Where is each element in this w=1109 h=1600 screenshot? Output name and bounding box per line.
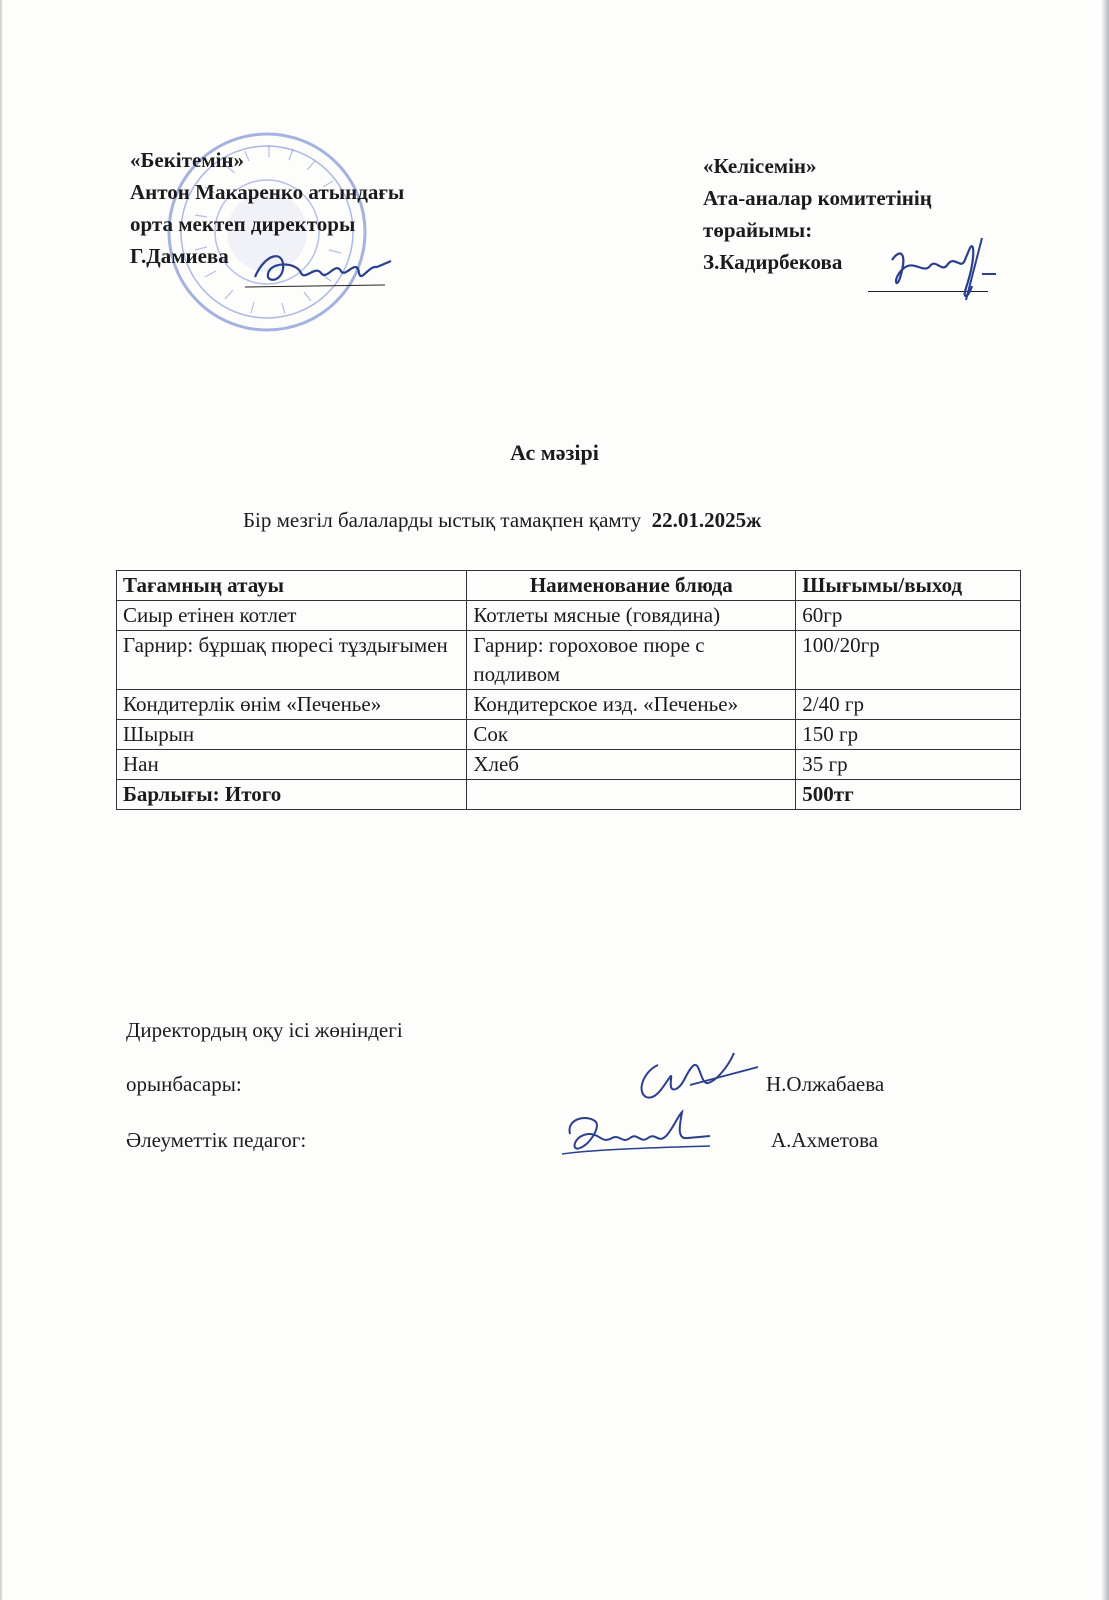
deputy-signature	[630, 1045, 760, 1105]
approve-signatory: Г.Дамиева	[130, 244, 229, 268]
total-empty	[467, 780, 796, 810]
cell-ru: Хлеб	[467, 750, 796, 780]
table-row	[117, 631, 1021, 690]
footer-role-line2: орынбасары:	[126, 1072, 242, 1096]
cell-yield: 2/40 гр	[796, 690, 1021, 720]
director-signature	[245, 243, 395, 293]
document-subtitle	[243, 508, 761, 533]
scan-right-edge	[1101, 0, 1109, 1600]
menu-table	[116, 570, 1021, 810]
cell-kz: Гарнир: бұршақ пюресі тұздығымен	[117, 631, 467, 690]
cell-yield: 35 гр	[796, 750, 1021, 780]
table-row	[117, 601, 1021, 631]
table-row	[117, 690, 1021, 720]
subtitle-date: 22.01.2025ж	[651, 508, 762, 532]
social-pedagogue-name: А.Ахметова	[771, 1128, 879, 1152]
agree-line1: Ата-аналар комитетінің	[703, 186, 932, 210]
committee-signature	[870, 228, 1000, 308]
approve-line2: орта мектеп директоры	[130, 212, 356, 236]
document-title: Ас мәзірі	[510, 440, 599, 465]
scan-left-edge	[0, 0, 3, 1600]
cell-kz: Кондитерлік өнім «Печенье»	[117, 690, 467, 720]
agree-line2: төрайымы:	[703, 218, 813, 242]
cell-ru: Сок	[467, 720, 796, 750]
cell-ru: Гарнир: гороховое пюре с подливом	[467, 631, 796, 690]
cell-yield: 150 гр	[796, 720, 1021, 750]
approve-line1: Антон Макаренко атындағы	[130, 180, 405, 204]
footer-role-line3: Әлеуметтік педагог:	[126, 1128, 307, 1152]
cell-kz: Шырын	[117, 720, 467, 750]
table-row	[117, 720, 1021, 750]
cell-yield: 100/20гр	[796, 631, 1021, 690]
footer-role-line1: Директордың оқу ісі жөніндегі	[126, 1018, 403, 1042]
deputy-name: Н.Олжабаева	[766, 1072, 885, 1096]
total-label: Барлығы: Итого	[117, 780, 467, 810]
header-yield: Шығымы/выход	[796, 571, 1021, 601]
cell-kz: Нан	[117, 750, 467, 780]
header-ru-name: Наименование блюда	[467, 571, 796, 601]
header-kz-name: Тағамның атауы	[117, 571, 467, 601]
subtitle-text: Бір мезгіл балаларды ыстық тамақпен қамту	[243, 508, 642, 532]
total-value: 500тг	[796, 780, 1021, 810]
social-pedagogue-signature	[560, 1104, 720, 1164]
cell-ru: Кондитерское изд. «Печенье»	[467, 690, 796, 720]
agree-signatory: З.Кадирбекова	[703, 250, 843, 274]
agree-heading: «Келісемін»	[703, 154, 817, 178]
approve-heading: «Бекітемін»	[130, 148, 245, 172]
table-row	[117, 750, 1021, 780]
table-header-row	[117, 571, 1021, 601]
cell-yield: 60гр	[796, 601, 1021, 631]
cell-ru: Котлеты мясные (говядина)	[467, 601, 796, 631]
table-total-row	[117, 780, 1021, 810]
cell-kz: Сиыр етінен котлет	[117, 601, 467, 631]
